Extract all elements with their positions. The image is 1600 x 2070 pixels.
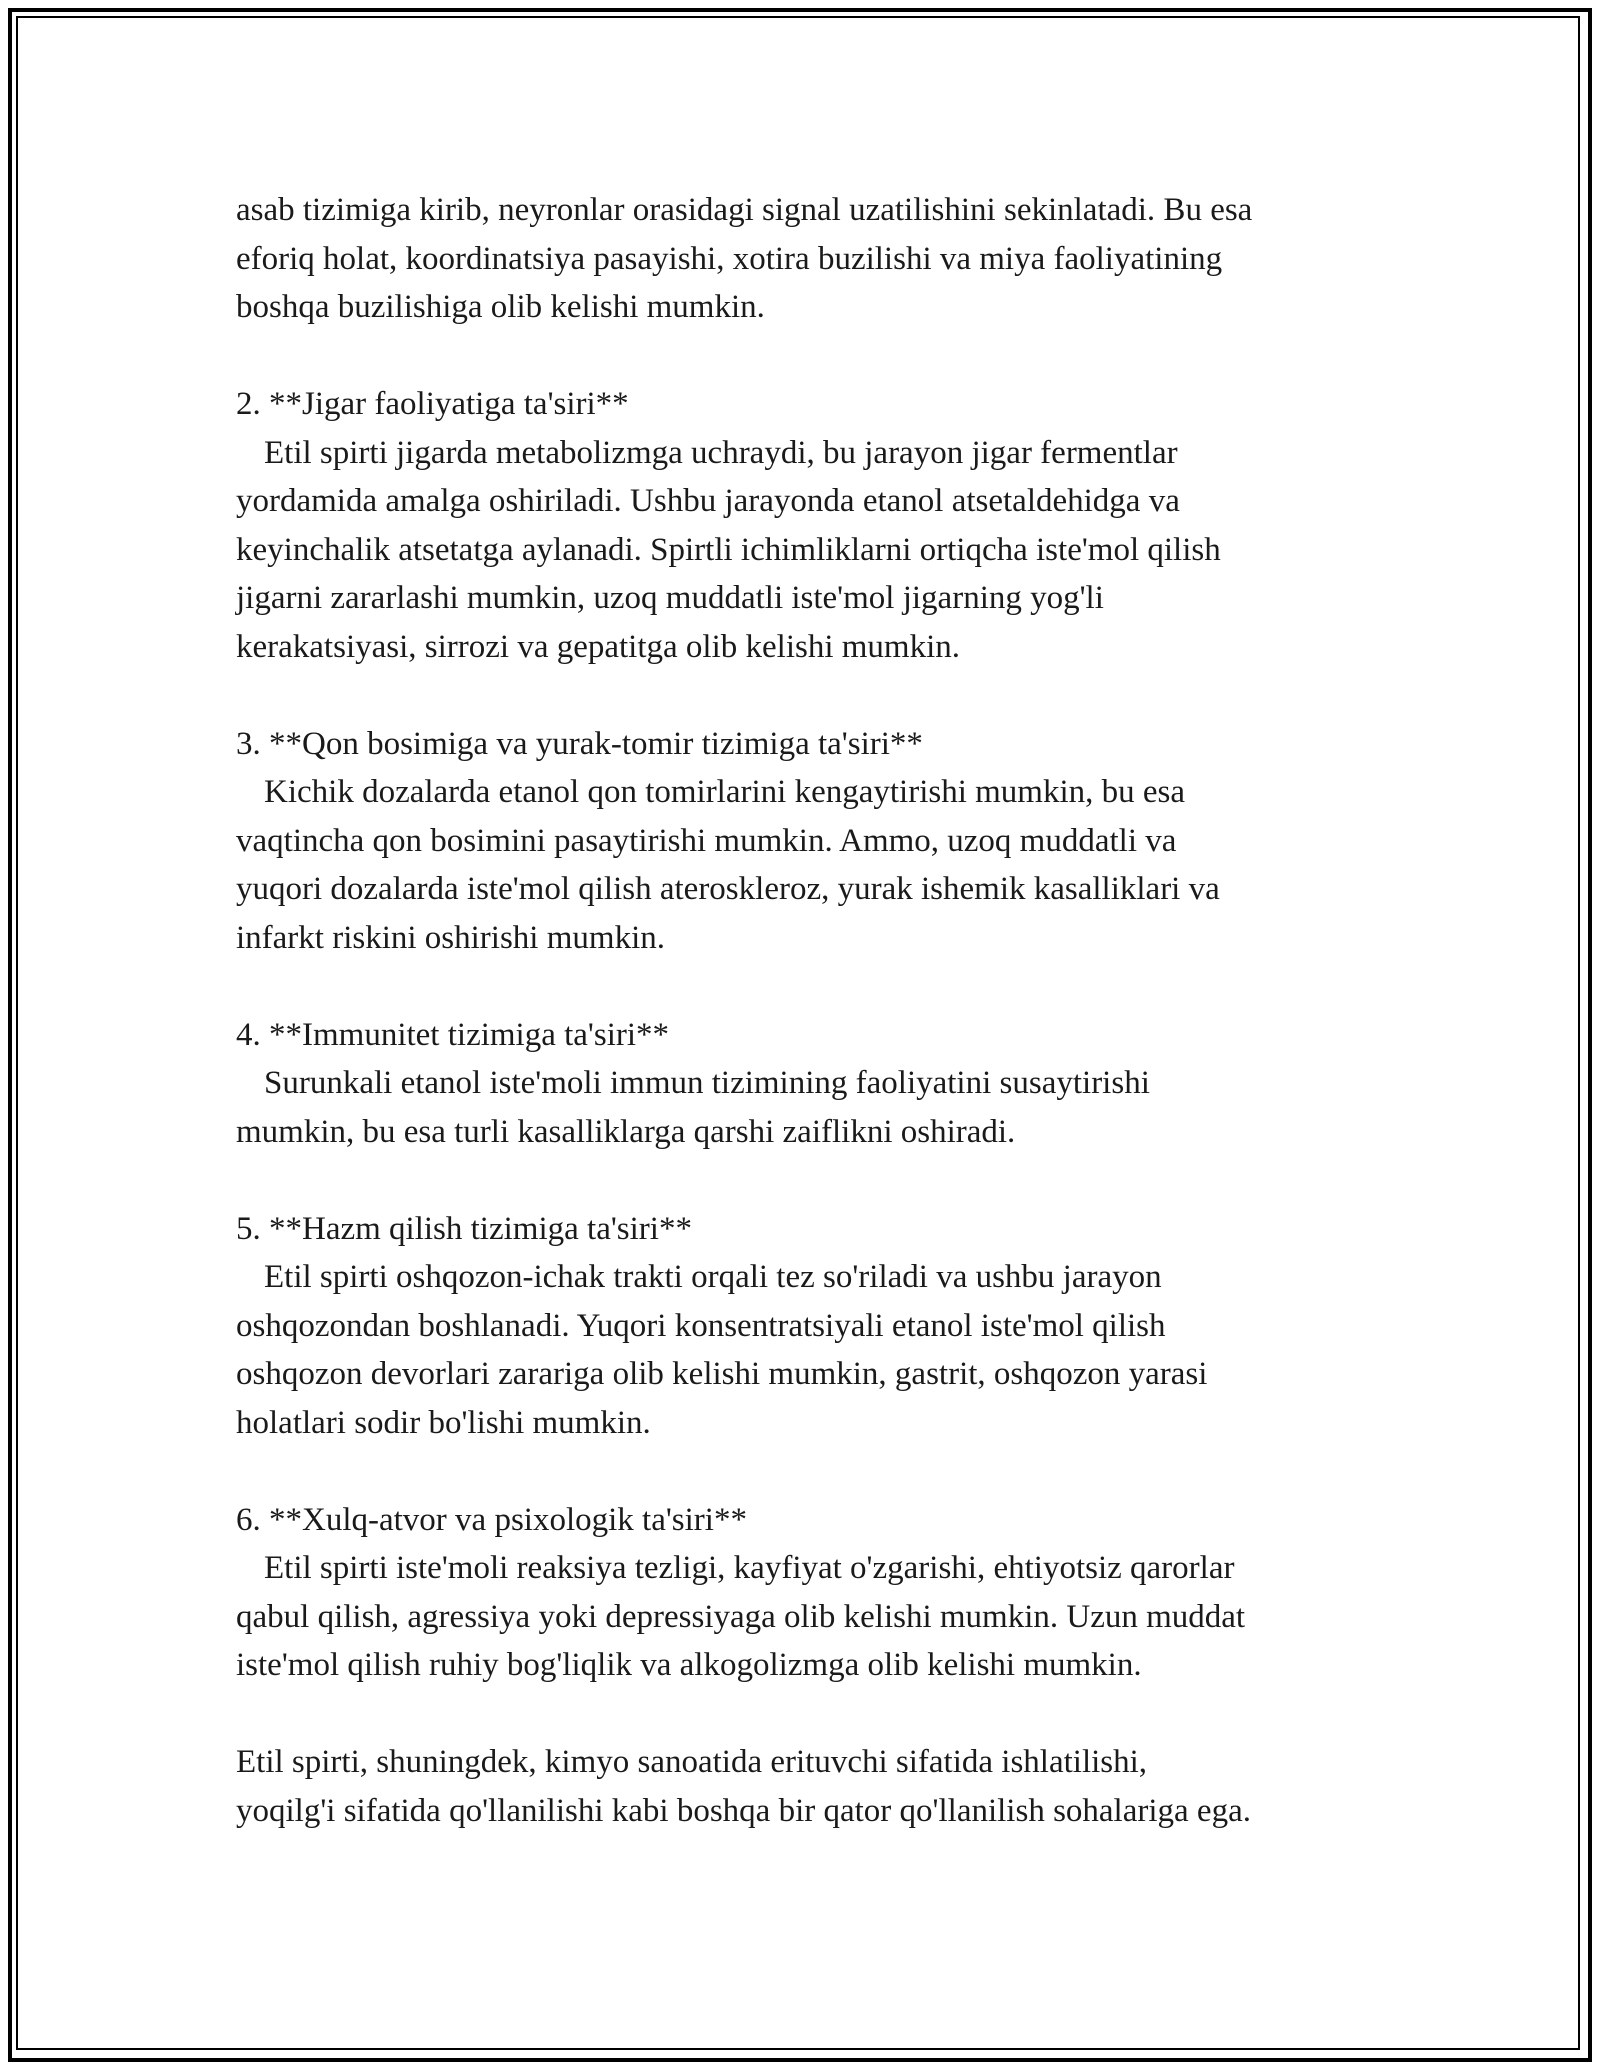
section-heading: 3. **Qon bosimiga va yurak-tomir tizimiga ta'siri**: [236, 725, 923, 762]
section-body: Etil spirti oshqozon-ichak trakti orqali tez so'riladi va ushbu jarayon oshqozondan boshlanadi. Yuqori konsentratsiyali etanol iste'mol qilish oshqozon devorlari zarariga olib kelishi mumkin, gastrit, oshqozon yarasi holatlari sodir bo'lishi mumkin.: [236, 1259, 1208, 1441]
section-behavioral: [236, 1496, 1416, 1690]
section-immune: [236, 1011, 1416, 1157]
closing-paragraph: Etil spirti, shuningdek, kimyo sanoatida erituvchi sifatida ishlatilishi, yoqilg'i sifatida qo'llanilishi kabi boshqa bir qator qo'llanilish sohalariga ega.: [236, 1744, 1251, 1829]
section-body: Etil spirti jigarda metabolizmga uchraydi, bu jarayon jigar fermentlar yordamida amalga oshiriladi. Ushbu jarayonda etanol atsetaldehidga va keyinchalik atsetatga aylanadi. Spirtli ichimliklarni ortiqcha iste'mol qilish jigarni zararlashi mumkin, uzoq muddatli iste'mol jigarning yog'li kerakatsiyasi, sirrozi va gepatitga olib kelishi mumkin.: [236, 434, 1221, 665]
section-body: Kichik dozalarda etanol qon tomirlarini kengaytirishi mumkin, bu esa vaqtincha qon bosimini pasaytirishi mumkin. Ammo, uzoq muddatli va yuqori dozalarda iste'mol qilish ateroskleroz, yurak ishemik kasalliklari va infarkt riskini oshirishi mumkin.: [236, 774, 1220, 956]
section-liver: [236, 380, 1416, 671]
section-body: Etil spirti iste'moli reaksiya tezligi, kayfiyat o'zgarishi, ehtiyotsiz qarorlar qabul qilish, agressiya yoki depressiyaga olib kelishi mumkin. Uzun muddat iste'mol qilish ruhiy bog'liqlik va alkogolizmga olib kelishi mumkin.: [236, 1550, 1246, 1683]
section-digestive: [236, 1205, 1416, 1448]
section-body: Surunkali etanol iste'moli immun tizimining faoliyatini susaytirishi mumkin, bu esa turli kasalliklarga qarshi zaiflikni oshiradi.: [236, 1065, 1150, 1150]
section-heading: 5. **Hazm qilish tizimiga ta'siri**: [236, 1210, 692, 1247]
intro-paragraph: asab tizimiga kirib, neyronlar orasidagi signal uzatilishini sekinlatadi. Bu esa eforiq holat, koordinatsiya pasayishi, xotira buzilishi va miya faoliyatining boshqa buzilishiga olib kelishi mumkin.: [236, 192, 1253, 325]
section-heading: 4. **Immunitet tizimiga ta'siri**: [236, 1016, 670, 1053]
section-heading: 6. **Xulq-atvor va psixologik ta'siri**: [236, 1501, 747, 1538]
document-page: [236, 186, 1416, 1884]
section-cardiovascular: [236, 720, 1416, 963]
section-heading: 2. **Jigar faoliyatiga ta'siri**: [236, 386, 629, 422]
